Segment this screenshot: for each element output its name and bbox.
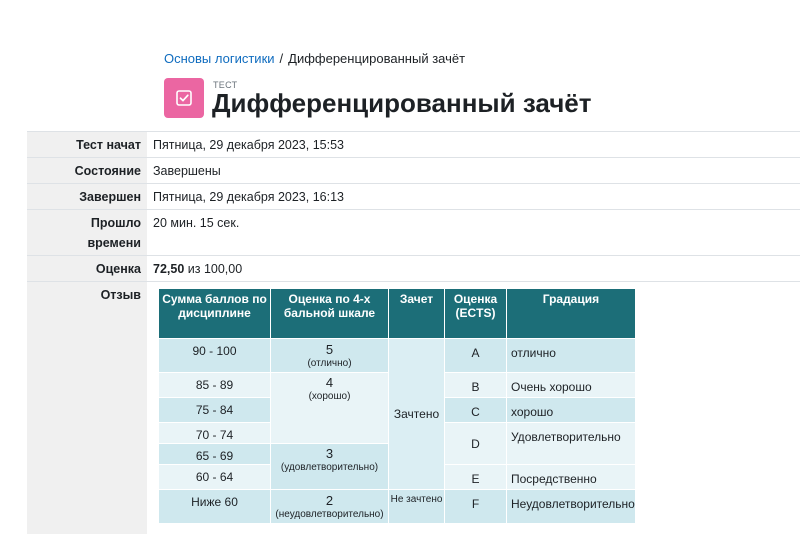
score-range-cell: 90 - 100 — [159, 339, 271, 373]
grade-number: 5 — [325, 342, 334, 357]
summary-row-started — [27, 131, 800, 157]
score-range-cell: 75 - 84 — [159, 398, 271, 423]
ects-cell: C — [445, 398, 507, 423]
score-range-cell: 65 - 69 — [159, 444, 271, 465]
grade-value-cell — [147, 256, 800, 281]
gradation-cell: отлично — [507, 339, 636, 373]
time-taken-label-line1: Прошло — [90, 216, 141, 230]
grade-cell — [271, 444, 389, 490]
header-gradation: Градация — [507, 289, 636, 339]
grading-scale-table — [158, 288, 636, 524]
time-taken-value: 20 мин. 15 сек. — [153, 216, 240, 230]
grade-label: Оценка — [27, 256, 147, 281]
summary-row-completed — [27, 183, 800, 209]
table-row — [159, 490, 636, 524]
ects-cell: A — [445, 339, 507, 373]
started-value: Пятница, 29 декабря 2023, 15:53 — [153, 138, 344, 152]
breadcrumb-current: Дифференцированный зачёт — [288, 51, 466, 66]
grade-cell — [271, 490, 389, 524]
activity-type-label: ТЕСТ — [213, 80, 238, 90]
grade-cell — [271, 339, 389, 373]
gradation-cell: Неудовлетворительно — [507, 490, 636, 524]
grade-number: 3 — [325, 446, 334, 461]
summary-row-time — [27, 209, 800, 255]
grade-suffix: из 100,00 — [187, 262, 243, 276]
grading-table-header-row — [159, 289, 636, 339]
feedback-value — [147, 282, 800, 534]
gradation-cell: Очень хорошо — [507, 373, 636, 398]
score-range-cell: 85 - 89 — [159, 373, 271, 398]
score-range-cell: 60 - 64 — [159, 465, 271, 490]
quiz-checkbox-icon — [164, 78, 204, 118]
feedback-label: Отзыв — [27, 282, 147, 534]
summary-row-state — [27, 157, 800, 183]
grade-cell — [271, 373, 389, 444]
completed-value: Пятница, 29 декабря 2023, 16:13 — [153, 190, 344, 204]
ects-cell: F — [445, 490, 507, 524]
breadcrumb-course-link[interactable]: Основы логистики — [164, 51, 275, 66]
grade-text: (хорошо) — [308, 391, 351, 402]
ects-cell: B — [445, 373, 507, 398]
breadcrumb-separator: / — [279, 51, 284, 66]
breadcrumb — [164, 51, 465, 66]
score-range-cell: 70 - 74 — [159, 423, 271, 444]
gradation-cell: хорошо — [507, 398, 636, 423]
header-grade-4point: Оценка по 4-х бальной шкале — [271, 289, 389, 339]
page-title: Дифференцированный зачёт — [212, 88, 592, 118]
table-row — [159, 339, 636, 373]
grade-value: 72,50 — [153, 262, 185, 276]
grade-number: 4 — [325, 375, 334, 390]
time-taken-label — [27, 210, 147, 255]
state-value: Завершены — [153, 164, 221, 178]
fail-cell: Не зачтено — [389, 490, 445, 524]
grade-text: (удовлетворительно) — [280, 462, 379, 473]
grade-text: (отлично) — [307, 358, 352, 369]
attempt-summary-table — [27, 131, 800, 534]
ects-cell: D — [445, 423, 507, 465]
state-label: Состояние — [27, 158, 147, 183]
gradation-cell: Посредственно — [507, 465, 636, 490]
summary-row-grade — [27, 255, 800, 281]
grade-text: (неудовлетворительно) — [275, 509, 384, 520]
gradation-cell: Удовлетворительно — [507, 423, 636, 465]
time-taken-label-line2: времени — [87, 236, 141, 250]
summary-row-feedback — [27, 281, 800, 534]
completed-label: Завершен — [27, 184, 147, 209]
header-ects: Оценка (ECTS) — [445, 289, 507, 339]
pass-cell: Зачтено — [389, 339, 445, 490]
grade-number: 2 — [325, 493, 334, 508]
started-label: Тест начат — [27, 132, 147, 157]
header-pass: Зачет — [389, 289, 445, 339]
score-range-cell: Ниже 60 — [159, 490, 271, 524]
ects-cell: E — [445, 465, 507, 490]
header-score-sum: Сумма баллов по дисциплине — [159, 289, 271, 339]
